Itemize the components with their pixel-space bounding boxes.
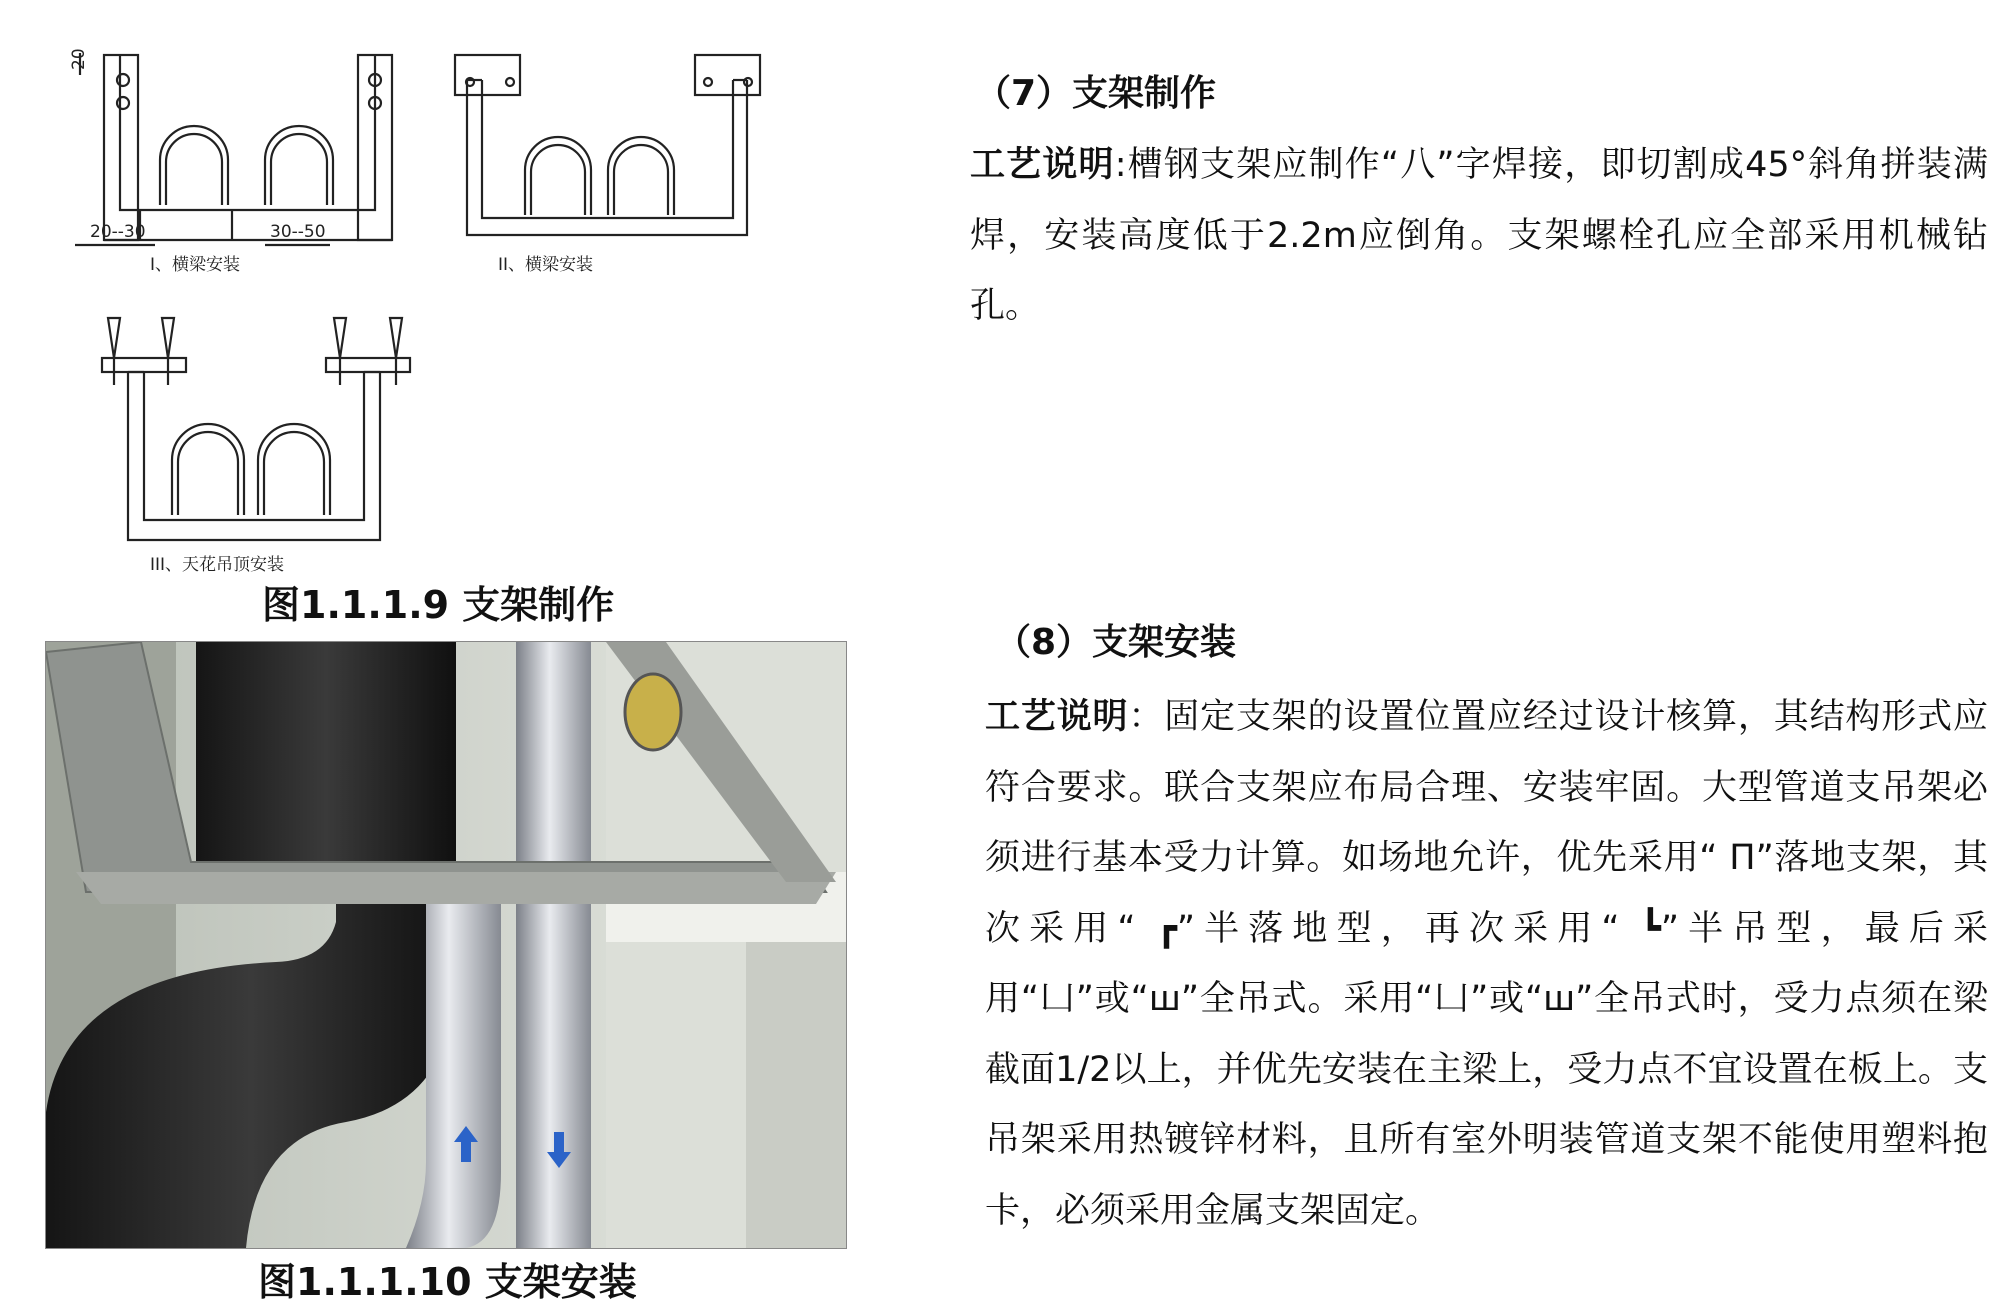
type3-label: III、天花吊顶安装 <box>150 555 285 575</box>
type2-label: II、横梁安装 <box>498 255 594 275</box>
section-7-heading: （7）支架制作 <box>975 73 1217 114</box>
figure-caption-10: 图1.1.1.10 支架安装 <box>258 1260 637 1304</box>
bracket-install-photo <box>45 641 847 1249</box>
section-8-label: 工艺说明 <box>985 697 1129 737</box>
dim-left-label: 20--30 <box>90 222 146 242</box>
dim-top-label: 20 <box>69 48 89 70</box>
section-7-text: :槽钢支架应制作“八”字焊接，即切割成45°斜角拼装满焊，安装高度低于2.2m应倒角。支架螺栓孔应全部采用机械钻孔。 <box>970 145 1988 326</box>
section-8-paragraph <box>985 682 1988 1246</box>
section-7-paragraph <box>970 130 1988 342</box>
figure-caption-9: 图1.1.1.9 支架制作 <box>262 583 615 627</box>
section-7-label: 工艺说明 <box>970 145 1115 185</box>
bracket-drawing <box>60 40 820 580</box>
section-8-text: ：固定支架的设置位置应经过设计核算，其结构形式应符合要求。联合支架应布局合理、安装牢固。大型管道支吊架必须进行基本受力计算。如场地允许，优先采用“ П”落地支架，其次采用“ ┏”半落地型，再次采用“ ┗”半吊型，最后采用“凵”或“ш”全吊式。采用“凵”或“ш”全吊式时，受力点须在梁截面1/2以上，并优先安装在主梁上，受力点不宜设置在板上。支吊架采用热镀锌材料，且所有室外明装管道支架不能使用塑料抱卡，必须采用金属支架固定。 <box>985 697 1988 1231</box>
type1-label: I、横梁安装 <box>150 255 241 275</box>
section-8-heading: （8）支架安装 <box>995 622 1237 663</box>
dim-right-label: 30--50 <box>270 222 326 242</box>
